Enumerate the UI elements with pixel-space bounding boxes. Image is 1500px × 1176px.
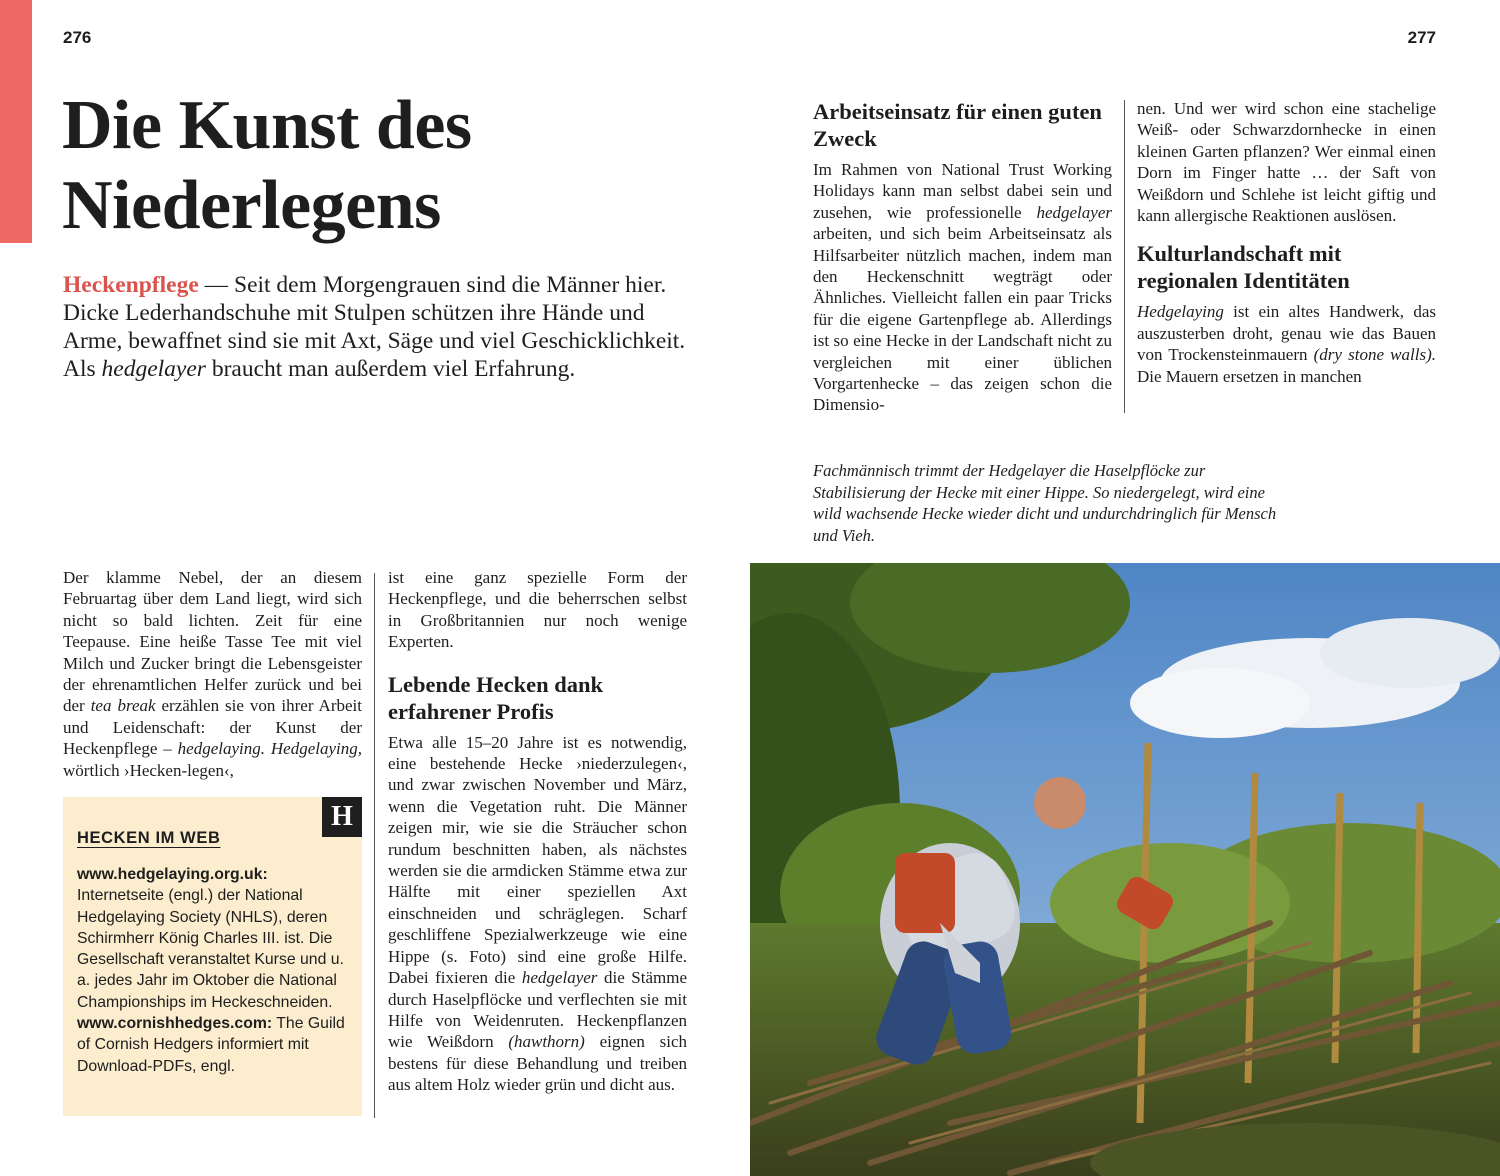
link-cornishhedges[interactable]: www.cornishhedges.com: [77,1015,273,1033]
column-4 [1137,98,1436,387]
title-line-1: Die Kunst des [62,87,472,164]
intro-text-end: braucht man außerdem viel Erfahrung. [205,356,576,382]
column-rule [1124,100,1125,413]
column-rule [374,573,375,1118]
info-box-badge: H [322,797,362,837]
info-box-body [77,864,355,1077]
intro-keyword: Heckenpflege [63,272,199,298]
info-box-text-2: The Guild of Cornish Hedgers informiert mit Download-PDFs, engl. [77,1015,345,1075]
body-paragraph: Etwa alle 15–20 Jahre ist es notwendig, eine bestehende Hecke ›niederzulegen‹, und zwar zwischen November und März, wenn die Vegetation ruht. Die Männer zeigen mir, wie sie die Sträucher schon rundum beschnitten haben, als nächstes werden sie die armdicken Stämme etwa zur Hälfte mit einer speziellen Axt einschneiden und schräglegen. Scharf geschliffene Spezialwerkzeuge wie eine Hippe (s. Foto) sind eine große Hilfe. Dabei fixieren die hedgelayer die Stämme durch Haselpflöcke und verflechten sie mit Hilfe von Weidenruten. Heckenpflanzen wie Weißdorn (hawthorn) eignen sich bestens für diese Behandlung und treiben aus altem Holz wieder grün und dicht aus. [388,732,688,1095]
column-2 [388,567,687,1096]
column-1 [63,567,362,781]
page-number-right: 277 [1407,28,1436,47]
info-box-hecken-im-web [63,797,362,1116]
page-title [62,86,472,246]
body-paragraph: ist eine ganz spezielle Form der Heckenpflege, und die beherrschen selbst in Großbritannien nur noch wenige Experten. [388,568,687,652]
intro-text: — Seit dem Morgengrauen sind die Männer hier. Dicke Lederhandschuhe mit Stulpen schützen ihre Hände und Arme, bewaffnet sind sie mit Axt, Säge und viel Geschicklichkeit. Als [63,272,686,382]
section-heading: Kulturlandschaft mit regionalen Identitäten [1137,241,1350,294]
hedgelayer-illustration [750,563,1500,1176]
chapter-color-bar [0,0,32,243]
intro-emphasis: hedgelayer [101,356,206,382]
info-box-text-1: Internetseite (engl.) der National Hedgelaying Society (NHLS), deren Schirmherr König Charles III. ist. Die Gesellschaft veranstaltet Kurse und u. a. jedes Jahr im Oktober die National Championships im Heckeschneiden. [77,887,344,1011]
body-paragraph: Der klamme Nebel, der an diesem Februartag über dem Land liegt, wird sich nicht so bald lichten. Zeit für eine Teepause. Eine heiße Tasse Tee mit viel Milch und Zucker bringt die Lebensgeister der ehrenamtlichen Helfer zurück und bei der tea break erzählen sie von ihrer Arbeit und Leidenschaft: der Kunst der Heckenpflege – hedgelaying. Hedgelaying, wörtlich ›Hecken-legen‹, [63,568,362,780]
body-paragraph: Hedgelaying ist ein altes Handwerk, das auszusterben droht, genau wie das Bauen von Trockensteinmauern (dry stone walls). Die Mauern ersetzen in manchen [1137,302,1436,386]
section-heading: Arbeitseinsatz für einen guten Zweck [813,99,1102,151]
page-number-left: 276 [63,28,92,47]
info-box-title: HECKEN IM WEB [77,829,221,847]
link-hedgelaying[interactable]: www.hedgelaying.org.uk: [77,866,268,883]
title-line-2: Niederlegens [62,167,441,244]
body-paragraph: nen. Und wer wird schon eine stachelige Weiß- oder Schwarzdornhecke in einen kleinen Garten pflanzen? Wer einmal einen Dorn im Finger hatte … der Saft von Weißdorn und Schlehe ist leicht giftig und kann allergische Reaktionen auslösen. [1137,99,1436,226]
hedgelayer-photo [750,563,1500,1176]
photo-caption: Fachmännisch trimmt der Hedgelayer die Haselpflöcke zur Stabilisierung der Hecke mit einer Hippe. So niedergelegt, wird eine wild wachsende Hecke wieder dicht und undurchdringlich für Mensch und Vieh. [813,461,1277,545]
column-3 [813,98,1112,416]
intro-paragraph [63,271,688,383]
body-paragraph: Im Rahmen von National Trust Working Holidays kann man selbst dabei sein und zusehen, wie professionelle hedgelayer arbeiten, und sich beim Arbeitseinsatz als Hilfsarbeiter nützlich machen, indem man den Heckenschnitt wegträgt oder Ähnliches. Vielleicht fallen ein paar Tricks für die eigene Gartenpflege ab. Allerdings ist so eine Hecke in der Landschaft nicht zu vergleichen mit einer üblichen Vorgartenhecke – das zeigen schon die Dimensio- [813,160,1112,415]
section-heading: Lebende Hecken dank erfahrener Profis [388,671,604,724]
